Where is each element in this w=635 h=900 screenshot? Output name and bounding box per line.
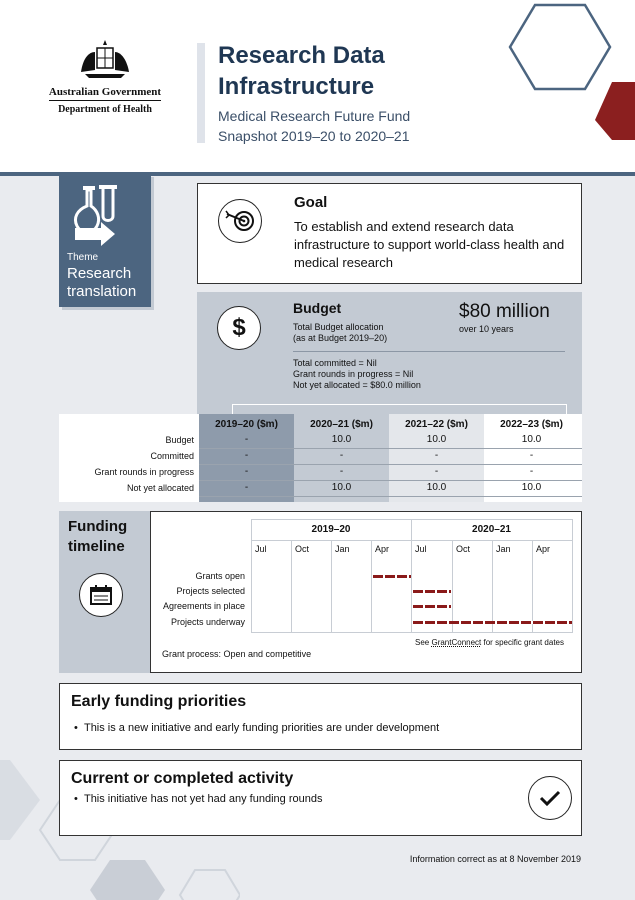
budget-col-header: 2020–21 ($m) bbox=[310, 419, 373, 430]
note-prefix: See bbox=[415, 638, 432, 647]
row-divider bbox=[199, 496, 582, 497]
timeline-month: Oct bbox=[295, 544, 310, 554]
budget-subtitle-line-2: (as at Budget 2019–20) bbox=[293, 333, 388, 343]
timeline-row-label: Grants open bbox=[195, 571, 245, 581]
current-activity-card bbox=[59, 760, 582, 836]
timeline-title-line-2: timeline bbox=[68, 538, 125, 555]
budget-cell: 10.0 bbox=[521, 434, 542, 445]
budget-cell: - bbox=[529, 450, 534, 461]
goal-icon-circle bbox=[218, 199, 262, 243]
title-accent-bar bbox=[197, 43, 205, 143]
timeline-month: Apr bbox=[536, 544, 551, 554]
grid-line bbox=[251, 519, 573, 520]
bullet-icon: • bbox=[74, 793, 84, 805]
budget-cell: 10.0 bbox=[331, 482, 352, 493]
timeline-title-line-1: Funding bbox=[68, 518, 128, 535]
budget-table bbox=[59, 414, 582, 502]
budget-cell: - bbox=[339, 466, 344, 477]
current-activity-title: Current or completed activity bbox=[71, 770, 294, 787]
budget-row-label: Not yet allocated bbox=[126, 483, 194, 493]
subtitle-line-2: Snapshot 2019–20 to 2020–21 bbox=[218, 128, 410, 144]
budget-divider bbox=[293, 351, 565, 352]
theme-value-line-2: translation bbox=[67, 283, 137, 300]
timeline-year: 2020–21 bbox=[472, 524, 511, 535]
budget-row-label: Budget bbox=[165, 435, 194, 445]
theme-card bbox=[59, 174, 151, 307]
footer-note: Information correct as at 8 November 2019 bbox=[409, 854, 581, 864]
budget-cell: - bbox=[529, 466, 534, 477]
grantconnect-link[interactable]: GrantConnect bbox=[431, 638, 482, 647]
budget-bracket bbox=[232, 404, 567, 414]
grid-line bbox=[371, 540, 372, 632]
budget-cell: 10.0 bbox=[521, 482, 542, 493]
budget-cell: 10.0 bbox=[426, 434, 447, 445]
budget-subtitle-line-1: Total Budget allocation bbox=[293, 322, 384, 332]
grid-line bbox=[452, 540, 453, 632]
grid-line bbox=[411, 519, 412, 632]
calendar-icon bbox=[89, 584, 113, 606]
current-activity-text: This initiative has not yet had any funding rounds bbox=[83, 793, 323, 805]
checkmark-icon-circle bbox=[528, 776, 572, 820]
page-title: Research Data Infrastructure bbox=[218, 42, 385, 100]
budget-not-allocated: Not yet allocated = $80.0 million bbox=[293, 380, 421, 390]
budget-cell: - bbox=[244, 450, 249, 461]
theme-value-line-1: Research bbox=[67, 265, 132, 282]
budget-cell: 10.0 bbox=[331, 434, 352, 445]
early-priorities-card bbox=[59, 683, 582, 750]
timeline-row-label: Agreements in place bbox=[162, 601, 245, 611]
timeline-month: Jul bbox=[415, 544, 427, 554]
budget-cell: - bbox=[244, 466, 249, 477]
timeline-chart bbox=[150, 511, 582, 673]
timeline-month: Apr bbox=[375, 544, 390, 554]
budget-summary bbox=[293, 358, 421, 391]
grid-line bbox=[492, 540, 493, 632]
current-activity-item bbox=[74, 793, 322, 805]
dollar-icon: $ bbox=[232, 314, 246, 341]
checkmark-icon bbox=[538, 788, 562, 808]
timeline-icon-circle bbox=[79, 573, 123, 617]
budget-card bbox=[197, 292, 582, 414]
goal-card bbox=[197, 183, 582, 284]
note-suffix: for specific grant dates bbox=[481, 638, 564, 647]
funding-timeline-card bbox=[59, 511, 582, 673]
timeline-row-label: Projects selected bbox=[176, 586, 245, 596]
timeline-month: Jan bbox=[335, 544, 350, 554]
flask-arrow-icon bbox=[67, 182, 123, 248]
timeline-bar-projects-selected bbox=[413, 590, 451, 593]
timeline-row-label: Projects underway bbox=[170, 617, 245, 627]
theme-value bbox=[67, 265, 136, 301]
header-hexagon-decoration bbox=[505, 0, 635, 140]
grid-line bbox=[331, 540, 332, 632]
budget-cell: - bbox=[244, 434, 249, 445]
theme-label: Theme bbox=[67, 252, 99, 263]
budget-subtitle bbox=[293, 322, 387, 344]
budget-col-header: 2021–22 ($m) bbox=[405, 419, 468, 430]
budget-row-label: Committed bbox=[150, 451, 194, 461]
header bbox=[0, 0, 635, 172]
budget-period: over 10 years bbox=[459, 324, 514, 334]
budget-cell: - bbox=[434, 450, 439, 461]
subtitle-line-1: Medical Research Future Fund bbox=[218, 108, 411, 124]
bullet-icon: • bbox=[74, 722, 84, 734]
grant-process: Grant process: Open and competitive bbox=[162, 649, 312, 659]
budget-cell: - bbox=[434, 466, 439, 477]
timeline-bar-underway bbox=[413, 621, 572, 624]
budget-in-progress: Grant rounds in progress = Nil bbox=[293, 369, 414, 379]
grid-line bbox=[251, 632, 573, 633]
timeline-month: Oct bbox=[456, 544, 471, 554]
budget-cell: 10.0 bbox=[426, 482, 447, 493]
timeline-month: Jan bbox=[496, 544, 511, 554]
grid-line bbox=[251, 540, 573, 541]
grid-line bbox=[572, 519, 573, 632]
budget-row-label: Grant rounds in progress bbox=[94, 467, 194, 477]
budget-amount: $80 million bbox=[459, 301, 550, 322]
budget-title: Budget bbox=[293, 300, 342, 316]
budget-cell: - bbox=[244, 482, 249, 493]
goal-text: To establish and extend research data infrastructure to support world-class health and medical research bbox=[294, 219, 565, 270]
grid-line bbox=[291, 540, 292, 632]
timeline-title bbox=[68, 517, 127, 557]
grantconnect-note bbox=[415, 638, 564, 647]
early-priorities-text: This is a new initiative and early funding priorities are under development bbox=[83, 722, 440, 734]
timeline-year: 2019–20 bbox=[311, 524, 351, 535]
budget-col-header: 2019–20 ($m) bbox=[215, 419, 278, 430]
budget-cell: - bbox=[339, 450, 344, 461]
budget-icon-circle bbox=[217, 306, 261, 350]
timeline-bar-grants-open bbox=[373, 575, 411, 578]
page-subtitle bbox=[218, 106, 410, 146]
grid-line bbox=[251, 519, 252, 632]
budget-col-header: 2022–23 ($m) bbox=[500, 419, 563, 430]
goal-title: Goal bbox=[294, 194, 328, 211]
government-name: Australian Government bbox=[49, 86, 161, 101]
target-icon bbox=[225, 209, 255, 233]
government-logo bbox=[40, 38, 170, 115]
coat-of-arms-icon bbox=[75, 38, 135, 82]
timeline-month: Jul bbox=[255, 544, 267, 554]
department-name: Department of Health bbox=[58, 104, 152, 115]
early-priorities-item bbox=[74, 722, 439, 734]
early-priorities-title: Early funding priorities bbox=[71, 693, 247, 710]
grid-line bbox=[532, 540, 533, 632]
timeline-bar-agreements bbox=[413, 605, 451, 608]
budget-committed: Total committed = Nil bbox=[293, 358, 377, 368]
